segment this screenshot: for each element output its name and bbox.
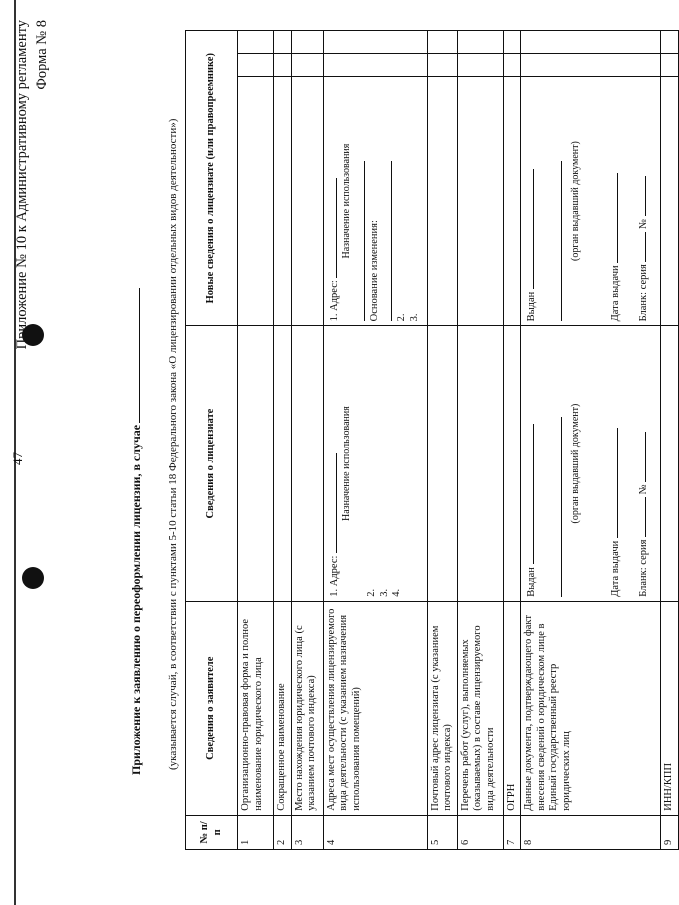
license-table bbox=[185, 30, 679, 850]
fill-in-line bbox=[607, 173, 618, 263]
extra-cell bbox=[274, 31, 292, 54]
new-info-cell[interactable] bbox=[291, 76, 323, 326]
row-number: 7 bbox=[503, 815, 521, 849]
date-label: Дата выдачи bbox=[610, 540, 621, 597]
purpose-caption: Назначение использования bbox=[341, 406, 352, 522]
issuer-caption: (орган выдавший документ) bbox=[569, 403, 581, 524]
appendix-title: Приложение № 10 к Административному регламенту bbox=[14, 20, 30, 350]
extra-cell bbox=[661, 53, 679, 76]
document-title bbox=[128, 288, 144, 775]
fill-in-line bbox=[551, 161, 562, 321]
row-label: Почтовый адрес лицензиата (с указанием почтового индекса) bbox=[427, 601, 457, 815]
header-applicant: Сведения о заявителе bbox=[186, 601, 238, 815]
extra-cell bbox=[238, 31, 274, 54]
extra-cell bbox=[291, 53, 323, 76]
new-info-cell[interactable] bbox=[503, 76, 521, 326]
basis-label: Основание изменения: bbox=[368, 220, 380, 322]
extra-cell bbox=[427, 53, 457, 76]
licensee-egrul-cell[interactable] bbox=[521, 326, 661, 601]
form-series-label: Бланк: серия bbox=[638, 539, 649, 597]
fill-in-line bbox=[635, 497, 646, 537]
fill-in-line bbox=[326, 453, 337, 553]
licensee-cell[interactable] bbox=[274, 326, 292, 601]
document-subtitle: (указывается случай, в соответствии с пунктами 5-10 статьи 18 Федерального закона «О лицензировании отдельных видов деятельности») bbox=[167, 118, 179, 770]
row-label: Место нахождения юридического лица (с указанием почтового индекса) bbox=[291, 601, 323, 815]
list-item: 3. bbox=[408, 313, 420, 322]
row-number: 1 bbox=[238, 815, 274, 849]
list-item: 2. bbox=[396, 313, 407, 322]
extra-cell bbox=[291, 31, 323, 54]
table-row bbox=[323, 31, 427, 850]
fill-in-line bbox=[635, 232, 646, 262]
extra-cell bbox=[503, 31, 521, 54]
purpose-caption: Назначение использования bbox=[341, 143, 352, 259]
fill-in-line bbox=[354, 161, 365, 321]
row-number: 3 bbox=[291, 815, 323, 849]
licensee-cell[interactable] bbox=[457, 326, 503, 601]
licensee-cell[interactable] bbox=[661, 326, 679, 601]
extra-cell bbox=[521, 31, 661, 54]
fill-in-line bbox=[381, 161, 392, 321]
number-sign: № bbox=[638, 484, 649, 495]
new-info-cell[interactable] bbox=[427, 76, 457, 326]
row-number: 2 bbox=[274, 815, 292, 849]
issued-label: Выдан bbox=[526, 291, 537, 322]
licensee-address-cell[interactable] bbox=[323, 326, 427, 601]
new-info-cell[interactable] bbox=[274, 76, 292, 326]
address-label: 1. Адрес: bbox=[328, 555, 340, 597]
extra-cell bbox=[661, 31, 679, 54]
row-number: 4 bbox=[323, 815, 427, 849]
extra-cell bbox=[521, 53, 661, 76]
header-number: № п/п bbox=[186, 815, 238, 849]
table-row bbox=[457, 31, 503, 850]
new-info-cell[interactable] bbox=[238, 76, 274, 326]
fill-in-line bbox=[635, 176, 646, 216]
fill-in-line bbox=[523, 424, 534, 564]
fill-in-line bbox=[128, 288, 140, 423]
row-number: 6 bbox=[457, 815, 503, 849]
new-address-cell[interactable] bbox=[323, 76, 427, 326]
row-number: 9 bbox=[661, 815, 679, 849]
extra-cell bbox=[238, 53, 274, 76]
list-item: 2. bbox=[366, 588, 377, 597]
list-item: 4. bbox=[391, 588, 402, 597]
fill-in-line bbox=[523, 169, 534, 289]
date-label: Дата выдачи bbox=[610, 265, 621, 322]
header-new-info: Новые сведения о лицензиате (или правопреемнике) bbox=[186, 31, 238, 326]
new-info-cell[interactable] bbox=[661, 76, 679, 326]
row-label: Данные документа, подтверждающего факт внесения сведений о юридическом лице в Единый государственный реестр юридических лиц bbox=[521, 601, 661, 815]
number-sign: № bbox=[638, 218, 649, 229]
fill-in-line bbox=[551, 417, 562, 597]
table-row bbox=[291, 31, 323, 850]
extra-cell bbox=[274, 53, 292, 76]
licensee-cell[interactable] bbox=[238, 326, 274, 601]
row-label: Организационно-правовая форма и полное наименование юридического лица bbox=[238, 601, 274, 815]
new-egrul-cell[interactable] bbox=[521, 76, 661, 326]
table-row bbox=[661, 31, 679, 850]
fill-in-line bbox=[607, 428, 618, 538]
issuer-caption: (орган выдавший документ) bbox=[569, 141, 581, 261]
row-label: Перечень работ (услуг), выполняемых (оказываемых) в составе лицензируемого вида деятельности bbox=[457, 601, 503, 815]
table-row bbox=[238, 31, 274, 850]
extra-cell bbox=[457, 31, 503, 54]
row-label: ОГРН bbox=[503, 601, 521, 815]
licensee-cell[interactable] bbox=[291, 326, 323, 601]
extra-cell bbox=[427, 31, 457, 54]
row-label: Адреса мест осуществления лицензируемого вида деятельности (с указанием назначения использования помещений) bbox=[323, 601, 427, 815]
new-info-cell[interactable] bbox=[457, 76, 503, 326]
row-number: 8 bbox=[521, 815, 661, 849]
list-item: 3. bbox=[378, 588, 390, 597]
extra-cell bbox=[323, 31, 427, 54]
licensee-cell[interactable] bbox=[427, 326, 457, 601]
form-series-label: Бланк: серия bbox=[638, 264, 649, 322]
header-licensee: Сведения о лицензиате bbox=[186, 326, 238, 601]
address-label: 1. Адрес: bbox=[328, 280, 340, 322]
issued-label: Выдан bbox=[526, 567, 537, 597]
table-row bbox=[274, 31, 292, 850]
extra-cell bbox=[457, 53, 503, 76]
form-label: Форма № 8 bbox=[34, 20, 50, 90]
fill-in-line bbox=[635, 432, 646, 482]
extra-cell bbox=[503, 53, 521, 76]
row-number: 5 bbox=[427, 815, 457, 849]
row-label: Сокращенное наименование bbox=[274, 601, 292, 815]
fill-in-line bbox=[326, 178, 337, 278]
page-number: 47 bbox=[10, 452, 25, 465]
extra-cell bbox=[323, 53, 427, 76]
table-row bbox=[521, 31, 661, 850]
table-row bbox=[427, 31, 457, 850]
row-label: ИНН/КПП bbox=[661, 601, 679, 815]
licensee-cell[interactable] bbox=[503, 326, 521, 601]
title-text: Приложение к заявлению о переоформлении лицензии, в случае bbox=[129, 424, 143, 775]
table-header-row bbox=[186, 31, 238, 850]
table-row bbox=[503, 31, 521, 850]
